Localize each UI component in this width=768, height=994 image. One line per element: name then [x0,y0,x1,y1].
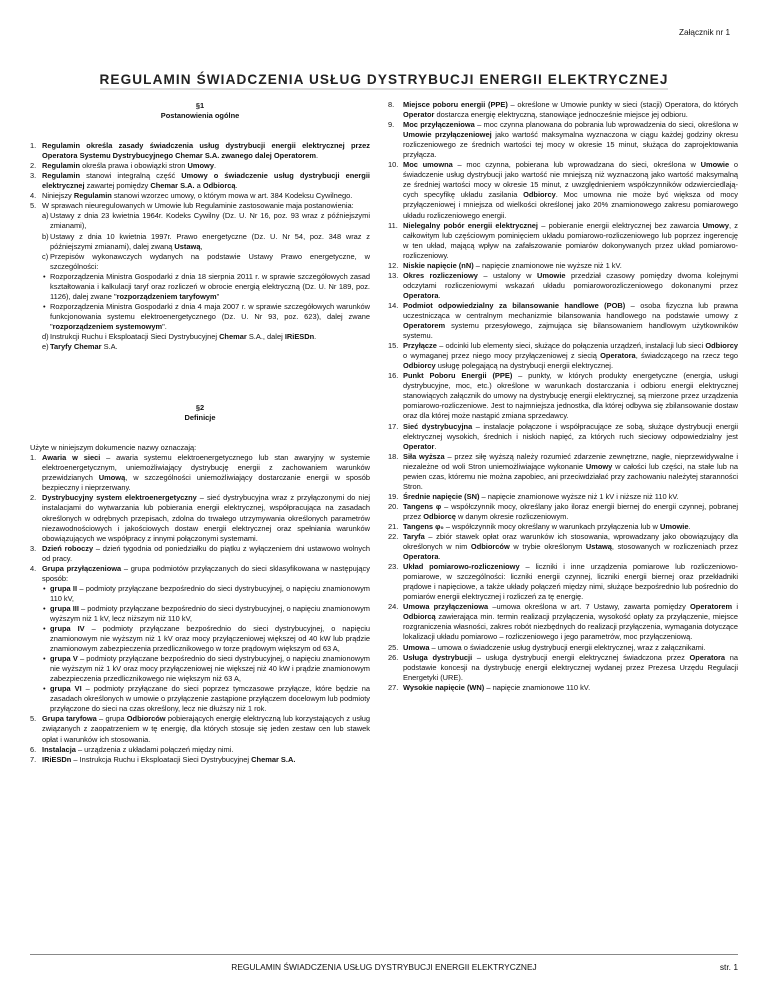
bold-term: Odbiorców [126,714,166,724]
item-text: – grupa podmiotów przyłączanych do sieci sklasyfikowana w następujący sposób: [42,563,370,583]
item-number: 5. [30,714,37,724]
item-text: W sprawach nieuregulowanych w Umowie lub Regulaminie zastosowanie maja postanowienia: [42,201,354,211]
item-text: w danym okresie rozliczeniowym. [455,511,569,521]
item-text: – podmioty przyłączane bezpośrednio do sieci dystrybucyjnej, o napięciu znamionowym nie wyższym niż 1 kV oraz mocy przyłączeniowej większej od 40 kW lub prądzie znamionowym zabezpieczenia przedlicznikowego w torze prądowym większym od 63 A, [50,624,370,654]
item-text: Niniejszy [42,191,74,201]
list-item [388,643,738,653]
bold-term: Nielegalny pobór energii elektrycznej [403,220,538,230]
list-item [388,653,738,683]
list-item [30,201,370,211]
item-number: 2. [30,161,37,171]
item-text: Ustawy z dnia 23 kwietnia 1964r. Kodeks Cywilny (Dz. U. Nr 16, poz. 93 wraz z późniejszymi zmianami), [50,211,370,231]
bold-term: Dystrybucyjny system elektroenergetyczny [42,493,197,503]
item-number: d) [42,331,49,341]
item-number: 22. [388,532,399,542]
title-underline [100,88,668,90]
bold-term: Instalacja [42,744,76,754]
item-text: stanowi integralną część [80,171,182,181]
bold-term: grupa II [50,583,78,593]
item-number: 19. [388,491,399,501]
bold-term: Regulamin [73,191,112,201]
bold-term: Odbiorców [470,542,510,552]
bold-term: IRiESDn [42,754,72,764]
item-text: , stosowanych w rozliczeniach przez [611,542,738,552]
item-text: a [194,181,203,191]
bullet-mark: • [43,583,46,593]
definitions-list-right [388,100,738,693]
item-text: S.A., dalej [246,331,285,341]
list-item [30,211,370,231]
item-number: 18. [388,451,399,461]
bold-term: Moc umowna [403,160,453,170]
item-text: – zbiór stawek opłat oraz warunków ich stosowania, wprowadzany jako obowiązujący dla określonych w nim [403,532,738,552]
bold-term: Odbiorcy [705,341,738,351]
section-2-intro: Użyte w niniejszym dokumencie nazwy oznaczają: [30,443,197,453]
bold-term: Operator [403,441,435,451]
bold-term: Tangens φ [403,501,442,511]
bullet-item [30,302,370,332]
item-text: . [235,181,238,191]
list-item [30,141,370,161]
item-text: ". [162,321,167,331]
item-text: – dzień tygodnia od poniedziałku do piątku z wyłączeniem dni ustawowo wolnych od pracy. [42,543,371,563]
bold-term: Okres rozliczeniowy [403,270,478,280]
section-1-list [30,141,370,211]
item-text: – odcinki lub elementy sieci, służące do połączenia urządzeń, instalacji lub sieci [436,341,706,351]
list-item [30,232,370,252]
bold-term: Regulamin [42,171,81,181]
item-text: zawartej pomiędzy [84,181,151,191]
bold-term: Operator [403,110,435,120]
item-number: 8. [388,100,395,109]
item-text: – instalacje połączone i współpracujące ze sobą, służące dystrybucji energii elektrycznej wysokich, średnich i niskich napięć, za których ruch sieciowy odpowiedzialny jest [403,421,739,441]
bold-term: Chemar [219,331,247,341]
item-text: – napięcie znamionowe 110 kV. [484,682,591,692]
item-text: – usługa dystrybucji energii elektrycznej świadczona przez [472,652,690,662]
item-text: Ustawy z dnia 10 kwietnia 1997r. Prawo energetyczne (Dz. U. Nr 54, poz. 348 wraz z późniejszymi zmianami), dalej zwaną [50,231,370,251]
bold-term: Umowa przyłączeniowa [403,602,489,612]
bold-term: Ustawą [174,241,201,251]
bold-term: Grupa taryfowa [42,714,97,724]
item-text: stanowi wzorzec umowy, o którym mowa w art. 384 Kodeksu Cywilnego. [111,191,353,201]
item-text: Rozporządzenia Ministra Gospodarki z dnia 18 sierpnia 2011 r. w sprawie szczegółowych zasad kształtowania i kalkulacji taryf oraz rozliczeń w obrocie energią elektryczną (Dz. U. Nr 189, poz. 1126), dalej zwane " [50,271,370,301]
bold-term: Przyłącze [403,341,437,351]
section-1-bullets [30,272,370,332]
bold-term: Taryfy Chemar [50,342,102,352]
bold-term: Odbiorcy [403,361,436,371]
item-text: – podmioty przyłączane bezpośrednio do sieci dystrybucyjnej, o napięciu znamionowym wyższym niż 1 kV, lecz niższym niż 110 kV, [50,603,370,623]
item-number: 4. [30,563,37,573]
item-number: 24. [388,602,399,612]
bullet-mark: • [43,271,46,281]
list-item [388,502,738,522]
item-text: przedział czasowy pomiędzy dwoma kolejnymi odczytami rozliczeniowymi wskazań układu pomiaroworozliczeniowego dokonanymi przez [403,270,738,290]
item-text: – ustalony w [477,270,538,280]
item-text: o świadczenie usług dystrybucji jako wartość nie mniejszą niż wyznaczoną jako wartość maksymalną ze średniej wartości mocy w okresie 15 minut, z uwzględnieniem współczynników odzwierciedlających specyfikę układu zasilania [403,160,739,200]
item-text: , świadczącego na rzecz tego [635,351,738,361]
bold-term: Taryfa [403,532,425,542]
item-number: 12. [388,260,399,270]
item-text: – urządzenia z układami połączeń między nimi. [75,744,234,754]
item-text: – umowa o świadczenie usług dystrybucji energii elektrycznej, wraz z załącznikami. [429,642,706,652]
item-number: 14. [388,300,399,310]
item-text: . [688,521,691,531]
item-text: systemu przesyłowego, zajmująca się bilansowaniem handlowym użytkowników systemu. [403,321,738,341]
document-title: REGULAMIN ŚWIADCZENIA USŁUG DYSTRYBUCJI ENERGII ELEKTRYCZNEJ [99,72,669,87]
list-item [388,261,738,271]
bold-term: Grupa przyłączeniowa [42,563,122,573]
bullet-item [30,654,370,684]
item-number: 7. [30,754,37,764]
item-text: . [438,552,441,562]
item-text: – moc czynna planowana do pobrania lub wprowadzenia do sieci, określona w [474,120,738,130]
left-column [30,100,370,765]
bullet-item [30,624,370,654]
bold-term: Operatora [600,351,636,361]
item-text: i [732,602,739,612]
list-item [30,332,370,342]
item-text: jako wartość maksymalna wyznaczona w ciągu każdej godziny okresu rozliczeniowego ze średnich wartości tej mocy w okresie 15 minut, służąca do zaprojektowania przyłącza. [403,130,738,160]
item-text: – sieć dystrybucyjna wraz z przyłączonymi do niej instalacjami do wytwarzania lub pobierania energii elektrycznej, współpracująca na zasadach określonych w odrębnych przepisach, zdolna do trwałego utrzymywania określonych parametrów niezawodnościowych i jakościowych dostaw energii elektrycznej oraz spełniania warunków obowiązujących we współpracy z innymi połączonymi systemami. [42,493,370,543]
list-item [388,492,738,502]
bold-term: Usługa dystrybucji [403,652,473,662]
bold-term: Układ pomiarowo-rozliczeniowy [403,562,520,572]
bold-term: Podmiot odpowiedzialny za bilansowanie handlowe (POB) [403,300,626,310]
list-item [30,252,370,272]
list-item [30,755,370,765]
bullet-item [30,272,370,302]
bold-term: Moc przyłączeniowa [403,120,475,130]
list-item [388,100,738,120]
item-text: – pobieranie energii elektrycznej bez zawarcia [537,220,703,230]
item-number: 25. [388,642,399,652]
item-text: – podmioty przyłączane do sieci poprzez tymczasowe przyłącze, które będzie na zasadach określonych w umowie o przyłączenie zastąpione przyłączem docelowym lub podmioty przyłączone do sieci na czas określony, lecz nie dłuższy niż 1 rok. [50,684,370,714]
list-item [388,532,738,562]
bold-term: Odbiorcy [523,190,556,200]
annex-label: Załącznik nr 1 [679,28,730,37]
definitions-list-left-2 [30,714,370,764]
list-item [388,301,738,341]
item-text: – punkty, w których produkty energetyczne (energia, usługi dystrybucyjne, moc, etc.) określone w warunkach dostarczania i odbioru energii elektrycznej stanowiących załącznik do umowy na dystrybucję energii elektrycznej, są mierzone przez urządzenia pomiarowo-rozliczeniowe. Jest to najmniejsza jednostka, dla której odbywa się zbilansowanie dostaw oraz dla której może nastąpić zmiana sprzedawcy. [403,371,738,421]
item-text: – napięcie znamionowe nie wyższe niż 1 kV. [473,260,622,270]
item-number: 23. [388,562,399,572]
bold-term: Regulamin określa zasady świadczenia usług dystrybucji energii elektrycznej przez Operatora Systemu Dystrybucyjnego Chemar S.A. zwanego dalej Operatorem [42,141,370,161]
list-item [388,683,738,693]
bold-term: Tangens φ₀ [403,521,444,531]
item-text: . [213,161,217,171]
item-text: – podmioty przyłączane bezpośrednio do sieci dystrybucyjnej, o napięciu znamionowym nie wyższym niż 1 kV oraz mocy przyłączeniowej nie większej niż 40 kW i prądzie znamionowym zabezpieczenia przedlicznikowego nie większym niż 63 A, [50,654,371,684]
definitions-list-left [30,453,370,584]
section-1-number: §1 [195,101,205,110]
item-text: . [314,331,317,341]
item-text: w trybie określonym [509,542,586,552]
list-item [30,191,370,201]
item-text: – określone w Umowie punkty w sieci (stacji) Operatora, do których [507,100,738,109]
bold-term: rozporządzeniem taryfowym [116,291,217,301]
list-item [388,522,738,532]
list-item [30,493,370,543]
bullet-mark: • [43,603,46,613]
item-number: 27. [388,682,399,692]
item-text: – grupa [96,714,127,724]
item-number: 16. [388,371,399,381]
item-number: 1. [30,141,37,151]
bold-term: Sieć dystrybucyjna [403,421,473,431]
bold-term: Chemar S.A. [150,181,195,191]
item-number: 2. [30,493,37,503]
item-text: – współczynnik mocy określany w warunkach przyłączenia lub w [443,521,660,531]
bold-term: grupa IV [50,624,85,634]
item-number: 10. [388,160,399,170]
list-item [30,171,370,191]
bold-term: Operatora [403,290,439,300]
item-text: –umowa określona w art. 7 Ustawy, zawarta pomiędzy [488,602,691,612]
bold-term: Umową [98,473,126,483]
bold-term: Punkt Poboru Energii (PPE) [403,371,513,381]
item-text: – liczniki i inne urządzenia pomiarowe lub rozliczeniowo-pomiarowe, w szczególności: liczniki energii czynnej, liczniki energii biernej oraz przekładniki prądowe i napięciowe, a także układy połączeń między nimi, służące bezpośrednio lub pośrednio do pomiarów energii elektrycznej i rozliczeń za tę energię. [403,562,738,602]
bold-term: Umowy [702,220,729,230]
item-text: – współczynnik mocy, określany jako iloraz energii biernej do energii czynnej, pobranej przez [403,501,738,521]
list-item [388,160,738,220]
item-text: – moc czynna, pobierana lub wprowadzana do sieci, określona w [452,160,701,170]
item-number: 26. [388,652,399,662]
bullet-item [30,604,370,624]
item-number: 13. [388,270,399,280]
bold-term: Chemar S.A. [251,754,296,764]
bold-term: Siła wyższa [403,451,445,461]
list-item [388,271,738,301]
item-number: a) [42,211,49,221]
item-text: o wymaganej przez niego mocy przyłączeniowej z siecią [403,351,601,361]
bold-term: Odbiorcę [423,511,456,521]
item-number: e) [42,342,49,352]
item-number: 3. [30,171,37,181]
item-number: 15. [388,341,399,351]
right-column [388,100,738,693]
bold-term: grupa III [50,603,79,613]
bullet-item [30,684,370,714]
bold-term: Dzień roboczy [42,543,94,553]
list-item [30,161,370,171]
bold-term: IRiESDn [284,331,315,341]
bold-term: Umowy [187,161,214,171]
item-number: 1. [30,453,37,463]
item-text: Przepisów wykonawczych wydanych na podstawie Ustawy Prawo energetyczne, w szczególności: [50,251,370,271]
list-item [388,221,738,261]
list-item [388,452,738,492]
bold-term: Umowie [700,160,730,170]
section-2-number: §2 [195,403,205,413]
list-item [388,422,738,452]
bold-term: Odbiorcą [202,181,236,191]
item-text: . Moc umowna nie może być większa od mocy przyłączeniowej i mniejsza od wielkości określonej jako 20% znamionowego zakresu pomiarowego układu rozliczeniowego energii. [403,190,738,220]
footer-title: REGULAMIN ŚWIADCZENIA USŁUG DYSTRYBUCJI ENERGII ELEKTRYCZNEJ [231,962,537,972]
bullet-mark: • [43,684,46,694]
item-text: usługę polegającą na dystrybucji energii elektrycznej. [435,361,614,371]
bullet-mark: • [43,624,46,634]
list-item [30,544,370,564]
bold-term: Umowy o świadczenie usług dystrybucji energii elektrycznej [42,171,370,191]
bullet-mark: • [43,301,46,311]
item-text: . [434,441,437,451]
bold-term: rozporządzeniem systemowym [52,321,163,331]
bold-term: Umowie [537,270,566,280]
item-number: c) [42,251,49,261]
item-text: Instrukcji Ruchu i Eksploatacji Sieci Dystrybucyjnej [50,331,220,341]
list-item [30,453,370,493]
item-text: – podmioty przyłączane bezpośrednio do sieci dystrybucyjnej, o napięciu znamionowym 110 kV, [50,583,371,603]
item-text: – przez siłę wyższą należy rozumieć zdarzenie zewnętrzne, nagłe, nieprzewidywalne i niezależne od woli Stron uniemożliwiające wykonanie [403,451,738,471]
item-text: , z całkowitym lub częściowym pominięciem układu pomiarowo-rozliczeniowego lub poprzez ingerencję w ten układ, mającą wpływ na zafałszowanie pomiarów dokonywanych przez układ pomiarowo-rozliczeniowy. [403,220,738,260]
list-item [30,342,370,352]
item-text: określa prawa i obowiązki stron [80,161,188,171]
item-text: . [438,290,441,300]
bold-term: Ustawą [585,542,612,552]
bold-term: Odbiorcą [403,612,436,622]
bullet-mark: • [43,654,46,664]
item-text: pobierających energię elektryczną lub korzystających z usług związanych z zaopatrzeniem w tę energię, dla których stosuje się jeden zestaw cen lub stawek opłat i warunków ich stosowania. [42,714,371,744]
bullet-item [30,584,370,604]
bold-term: Umowie przyłączeniowej [403,130,492,140]
item-number: 17. [388,421,399,431]
item-number: 4. [30,191,37,201]
item-text: , [200,241,203,251]
section-1-title: Postanowienia ogólne [160,111,240,121]
item-text: – napięcie znamionowe wyższe niż 1 kV i niższe niż 110 kV. [479,491,679,501]
bold-term: Operatorem [403,321,446,331]
item-text: Rozporządzenia Ministra Gospodarki z dnia 4 maja 2007 r. w sprawie szczegółowych warunków funkcjonowania systemu elektroenergetycznego (Dz. U. Nr 93, poz. 623), dalej zwane " [50,301,370,331]
list-item [388,602,738,642]
item-number: 9. [388,120,395,130]
bold-term: Operatorem [690,602,733,612]
item-text: – awaria systemu elektroenergetycznego lub stan awaryjny w systemie elektroenergetycznym, uniemożliwiający dystrybucję energii z zachowaniem warunków przewidzianych [42,453,370,483]
bold-term: grupa VI [50,684,82,694]
item-text: . [316,151,319,161]
footer-rule [30,954,738,955]
item-text: zawierająca min. termin realizacji przyłączenia, wysokość opłaty za przyłączenie, miejsce rozgraniczenia własności, zakres robót niezbędnych do realizacji przyłączenia, wymagania dotyczące lokalizacji układu pomiarowo – rozliczeniowego i jego parametrów, moc przyłączeniową. [403,612,738,642]
bold-term: Wysokie napięcie (WN) [403,682,485,692]
list-item [388,562,738,602]
list-item [388,120,738,160]
bold-term: Niskie napięcie (nN) [403,260,474,270]
item-text: – Instrukcja Ruchu i Eksploatacji Sieci Dystrybucyjnej [71,754,252,764]
bold-term: Miejsce poboru energii (PPE) [403,100,508,109]
list-item [30,745,370,755]
item-text: w całości lub części, na stałe lub na pewien czas, któremu nie można zapobiec, ani przeciwdziałać przy zachowaniu należytej staranności Stron. [403,461,738,491]
item-number: 20. [388,501,399,511]
item-number: 21. [388,521,399,531]
item-number: b) [42,231,49,241]
item-text: S.A. [101,342,118,352]
bold-term: Umowa [403,642,430,652]
bold-term: Umowie [659,521,689,531]
section-2-title: Definicje [184,413,216,423]
section-1-sublist-2 [30,332,370,352]
bold-term: Awaria w sieci [42,453,101,463]
page-number: str. 1 [719,962,738,972]
list-item [30,564,370,584]
item-text: – osoba fizyczna lub prawna uczestnicząca w centralnym mechanizmie bilansowania handlowego na podstawie umowy z [403,300,739,320]
bold-term: Regulamin [42,161,81,171]
section-1-sublist [30,211,370,271]
bold-term: Operatora [689,652,726,662]
item-text: " [216,291,220,301]
item-number: 5. [30,201,37,211]
bold-term: Umowy [585,461,613,471]
bold-term: Średnie napięcie (SN) [403,491,480,501]
item-number: 3. [30,543,37,553]
item-text: , w szczególności uniemożliwiający dostarczanie energii w sposób bezpieczny i nieprzerwany. [42,473,370,493]
list-item [388,341,738,371]
list-item [30,714,370,744]
item-number: 6. [30,744,37,754]
group-bullets [30,584,370,715]
bold-term: Operatora [403,552,439,562]
item-number: 11. [388,220,398,230]
bold-term: grupa V [50,654,78,664]
list-item [388,371,738,421]
item-text: dostarcza energię elektryczną, stanowiące jednocześnie miejsce jej odbioru. [434,110,688,120]
item-text: na podstawie koncesji na dystrybucję energii elektrycznej wydanej przez Prezesa Urzędu Regulacji Energetyki (URE). [403,652,738,682]
